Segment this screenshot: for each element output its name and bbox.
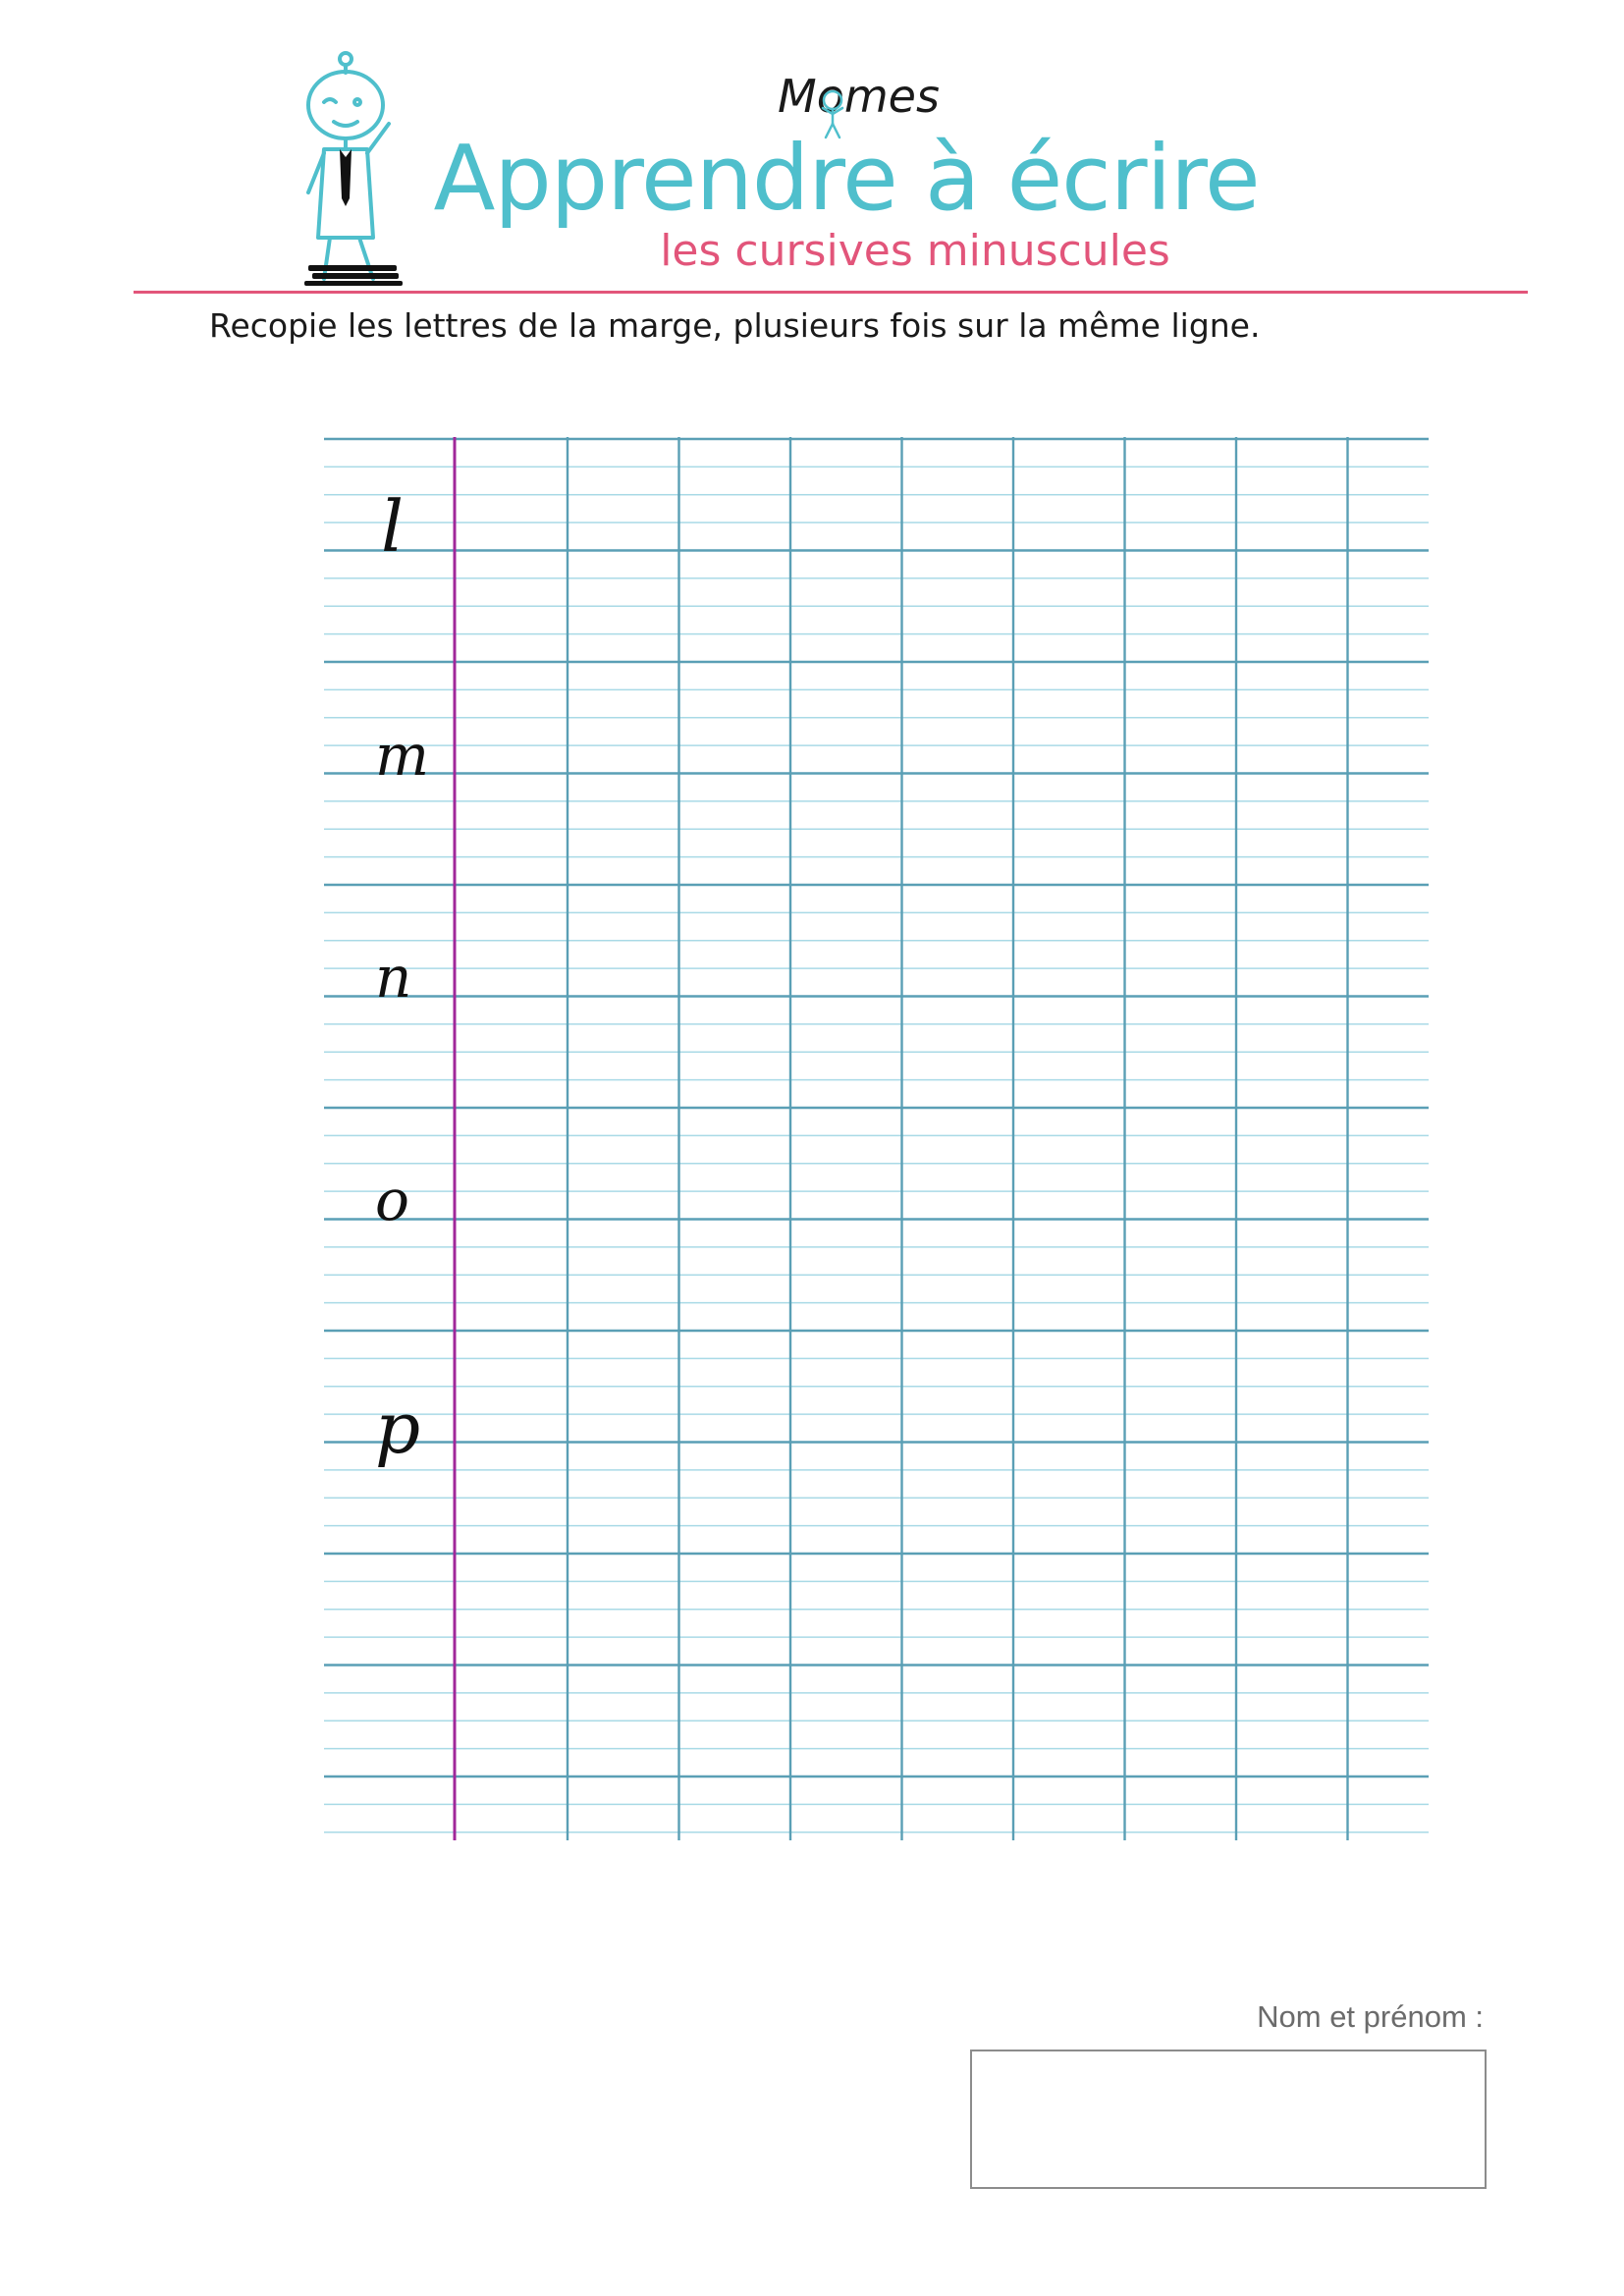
instruction-text: Recopie les lettres de la marge, plusieurs fois sur la même ligne. [209,306,1261,345]
brand-text: Momes [778,70,940,123]
writing-grid-lines [324,437,1429,1846]
model-letter-n: n [375,944,412,1011]
writing-grid [324,437,1429,1846]
model-letter-p: p [375,1387,421,1469]
model-letter-m: m [375,722,429,789]
page-subtitle: les cursives minuscules [660,226,1170,276]
name-field[interactable] [970,2050,1487,2189]
model-letter-o: o [375,1167,409,1233]
header-divider [134,291,1528,294]
model-letter-l: l [381,485,405,568]
name-field-label: Nom et prénom : [1257,1999,1484,2034]
page-title: Apprendre à écrire [433,126,1260,231]
